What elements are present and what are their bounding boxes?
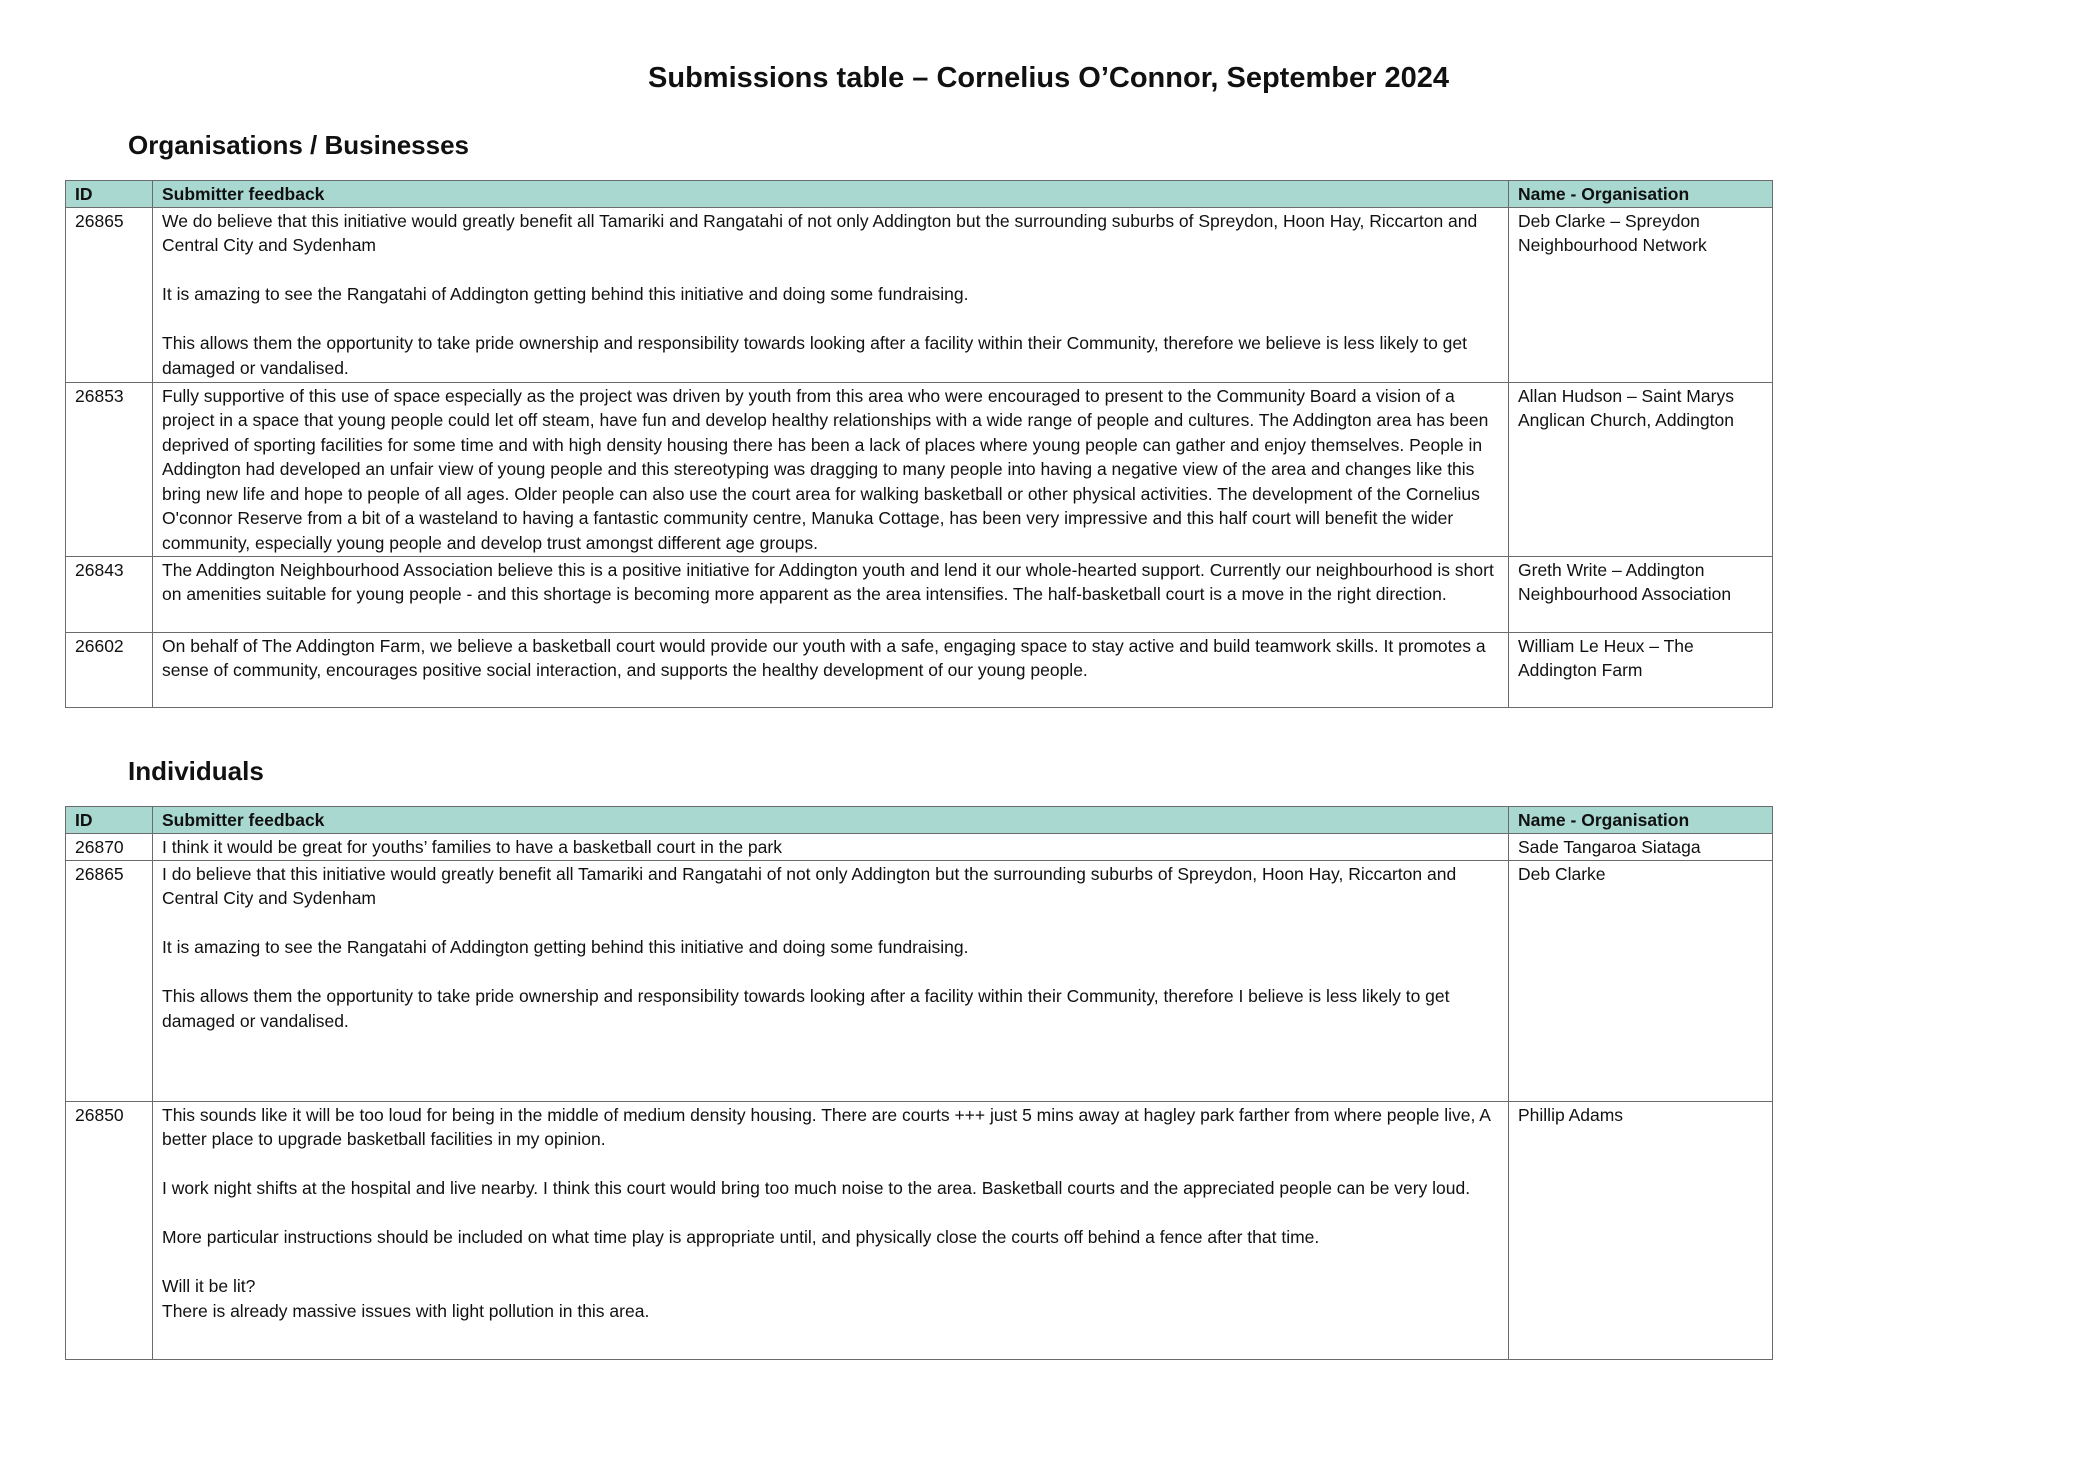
organisations-table [65,180,1773,708]
column-header-name: Name - Organisation [1509,807,1773,834]
column-header-name: Name - Organisation [1509,181,1773,208]
submission-feedback [153,833,1509,860]
feedback-paragraph: This sounds like it will be too loud for being in the middle of medium density housing. There are courts +++ just 5 mins away at hagley park farther from where people live, A better place to upgrade basketball facilities in my opinion. [162,1104,1490,1149]
submission-id: 26843 [66,556,153,632]
column-header-feedback: Submitter feedback [153,807,1509,834]
feedback-paragraph: We do believe that this initiative would greatly benefit all Tamariki and Rangatahi of not only Addington but the surrounding suburbs of Spreydon, Hoon Hay, Riccarton and Central City and Sydenham [162,210,1478,255]
feedback-paragraph: This allows them the opportunity to take pride ownership and responsibility towards looking after a facility within their Community, therefore we believe is less likely to get damaged or vandalised. [162,333,1468,378]
feedback-paragraph: Fully supportive of this use of space especially as the project was driven by youth from this area who were encouraged to present to the Community Board a vision of a project in a space that young people could let off steam, have fun and develop healthy relationships with a wide range of people and cultures. The Addington area has been deprived of sporting facilities for some time and with high density housing there has been a lack of places where young people can gather and enjoy themselves. People in Addington had developed an unfair view of young people and this stereotyping was dragging to many people into having a negative view of the area and changes like this bring new life and hope to people of all ages. Older people can also use the court area for walking basketball or other physical activities. The development of the Cornelius O'connor Reserve from a bit of a wasteland to having a fantastic community centre, Manuka Cottage, has been very impressive and this half court will benefit the wider community, especially young people and develop trust amongst different age groups. [162,385,1489,553]
submission-feedback [153,382,1509,556]
submission-feedback [153,1101,1509,1359]
submission-feedback [153,632,1509,707]
feedback-paragraph: This allows them the opportunity to take pride ownership and responsibility towards looking after a facility within their Community, therefore I believe is less likely to get damaged or vandalised. [162,986,1450,1031]
feedback-paragraph: On behalf of The Addington Farm, we believe a basketball court would provide our youth with a safe, engaging space to stay active and build teamwork skills. It promotes a sense of community, encourages positive social interaction, and supports the healthy development of our young people. [162,635,1486,680]
submission-id: 26865 [66,860,153,1101]
table-row [66,556,1773,632]
feedback-paragraph: I work night shifts at the hospital and live nearby. I think this court would bring too much noise to the area. Basketball courts and the appreciated people can be very loud. [162,1178,1471,1198]
feedback-paragraph: It is amazing to see the Rangatahi of Addington getting behind this initiative and doing some fundraising. [162,937,969,957]
table-header-row [66,181,1773,208]
individuals-heading: Individuals [128,756,264,786]
table-row [66,632,1773,707]
submitter-name: Deb Clarke – Spreydon Neighbourhood Network [1509,207,1773,382]
column-header-id: ID [66,181,153,208]
feedback-paragraph: The Addington Neighbourhood Association believe this is a positive initiative for Addington youth and lend it our whole-hearted support. Currently our neighbourhood is short on amenities suitable for young people - and this shortage is becoming more apparent as the area intensifies. The half-basketball court is a move in the right direction. [162,559,1494,604]
submission-id: 26870 [66,833,153,860]
submission-id: 26853 [66,382,153,556]
submitter-name: Allan Hudson – Saint Marys Anglican Church, Addington [1509,382,1773,556]
table-row [66,207,1773,382]
submission-feedback [153,860,1509,1101]
submitter-name: William Le Heux – The Addington Farm [1509,632,1773,707]
individuals-table [65,806,1773,1360]
submission-id: 26850 [66,1101,153,1359]
table-row [66,860,1773,1101]
submission-id: 26865 [66,207,153,382]
column-header-id: ID [66,807,153,834]
feedback-paragraph: Will it be lit? There is already massive issues with light pollution in this area. [162,1276,650,1321]
table-header-row [66,807,1773,834]
submitter-name: Deb Clarke [1509,860,1773,1101]
submitter-name: Phillip Adams [1509,1101,1773,1359]
feedback-paragraph: I think it would be great for youths’ families to have a basketball court in the park [162,836,782,857]
submission-id: 26602 [66,632,153,707]
page-title: Submissions table – Cornelius O’Connor, September 2024 [648,62,1449,94]
table-row [66,382,1773,556]
table-row [66,1101,1773,1359]
submitter-name: Sade Tangaroa Siataga [1509,833,1773,860]
feedback-paragraph: More particular instructions should be included on what time play is appropriate until, and physically close the courts off behind a fence after that time. [162,1227,1320,1247]
table-row [66,833,1773,860]
feedback-paragraph: I do believe that this initiative would greatly benefit all Tamariki and Rangatahi of not only Addington but the surrounding suburbs of Spreydon, Hoon Hay, Riccarton and Central City and Sydenham [162,863,1457,908]
submission-feedback [153,556,1509,632]
column-header-feedback: Submitter feedback [153,181,1509,208]
organisations-heading: Organisations / Businesses [128,130,470,160]
feedback-paragraph: It is amazing to see the Rangatahi of Addington getting behind this initiative and doing some fundraising. [162,284,969,304]
submission-feedback [153,207,1509,382]
submitter-name: Greth Write – Addington Neighbourhood Association [1509,556,1773,632]
